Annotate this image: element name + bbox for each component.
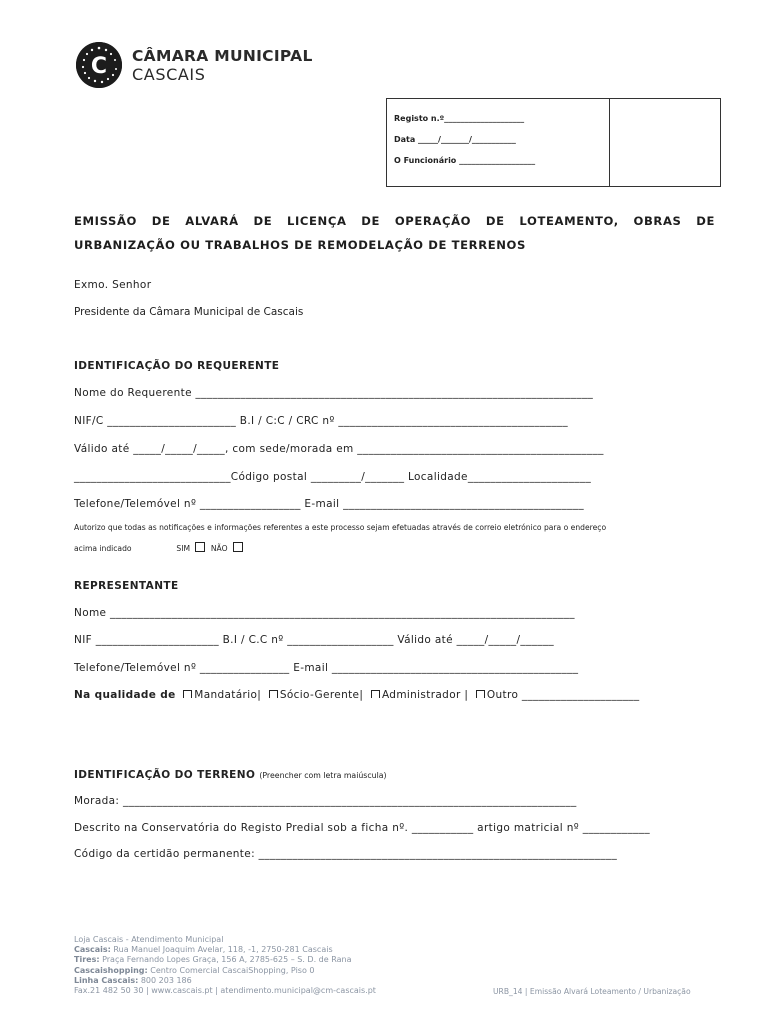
nao-checkbox[interactable]	[233, 542, 243, 552]
requerente-heading: IDENTIFICAÇÃO DO REQUERENTE	[74, 360, 280, 372]
outro-field[interactable]: Outro _____________________	[486, 689, 640, 701]
footer-line-shopping: Cascaishopping: Centro Comercial CascaiShopping, Piso 0	[74, 965, 315, 975]
mandatario-label: Mandatário|	[194, 689, 262, 701]
socio-gerente-label: Sócio-Gerente|	[279, 689, 364, 701]
autorizo-continuation	[74, 542, 246, 553]
footer-line-tires: Tires: Praça Fernando Lopes Graça, 156 A, 2785-625 – S. D. de Rana	[74, 955, 352, 965]
representante-heading: REPRESENTANTE	[74, 580, 179, 592]
footer-address	[74, 935, 376, 996]
administrador-checkbox[interactable]	[371, 690, 380, 698]
requerente-valido-field[interactable]: Válido até _____/_____/_____, com sede/morada em ____________________________________________	[74, 443, 604, 455]
footer-line-cascais: Cascais: Rua Manuel Joaquim Avelar, 118, -1, 2750-281 Cascais	[74, 945, 333, 955]
registo-field[interactable]: Registo n.º____________________	[394, 114, 525, 123]
footer-line-loja: Loja Cascais - Atendimento Municipal	[74, 935, 224, 944]
salutation-line-1: Exmo. Senhor	[74, 279, 152, 291]
terreno-heading: IDENTIFICAÇÃO DO TERRENO	[74, 769, 256, 781]
outro-checkbox[interactable]	[476, 690, 485, 698]
qualidade-label: Na qualidade de	[74, 689, 176, 701]
footer-line-linha: Linha Cascais: 800 203 186	[74, 975, 192, 985]
mandatario-checkbox[interactable]	[183, 690, 192, 698]
requerente-codigo-postal-field[interactable]: ____________________________Código postal _________/_______ Localidade______________________	[74, 471, 592, 483]
funcionario-field[interactable]: O Funcionário ___________________	[394, 156, 536, 165]
footer-line-contact[interactable]: Fax.21 482 50 30 | www.cascais.pt | atendimento.municipal@cm-cascais.pt	[74, 986, 376, 996]
logo-title: CÂMARA MUNICIPAL	[132, 47, 313, 65]
cascais-logo-icon	[76, 42, 122, 88]
nao-label: NÃO	[210, 544, 228, 553]
representante-nome-field[interactable]: Nome ___________________________________________________________________________________	[74, 607, 575, 619]
terreno-heading-row	[74, 769, 387, 781]
terreno-heading-note: (Preencher com letra maiúscula)	[259, 771, 387, 780]
registration-box-divider	[609, 99, 610, 186]
autorizo-text: Autorizo que todas as notificações e informações referentes a este processo sejam efetuadas através de correio eletrónico para o endereço	[74, 523, 607, 532]
registration-box	[386, 98, 721, 187]
representante-telefone-field[interactable]: Telefone/Telemóvel nº ________________ E-mail ____________________________________________	[74, 662, 579, 674]
logo-letter: C	[90, 54, 108, 79]
autorizo-text-2: acima indicado	[74, 544, 132, 553]
salutation-line-2: Presidente da Câmara Municipal de Cascais	[74, 306, 304, 318]
terreno-morada-field[interactable]: Morada: _________________________________________________________________________________	[74, 795, 577, 807]
cascais-logo	[76, 42, 336, 94]
administrador-label: Administrador |	[381, 689, 469, 701]
requerente-nome-field[interactable]: Nome do Requerente _______________________________________________________________________	[74, 387, 594, 399]
representante-nif-field[interactable]: NIF ______________________ B.I / C.C nº ___________________ Válido até _____/_____/______	[74, 634, 555, 646]
requerente-nif-field[interactable]: NIF/C _______________________ B.I / C:C / CRC nº _________________________________________	[74, 415, 569, 427]
sim-checkbox[interactable]	[195, 542, 205, 552]
document-title: EMISSÃO DE ALVARÁ DE LICENÇA DE OPERAÇÃO DE LOTEAMENTO, OBRAS DE URBANIZAÇÃO OU TRABALHOS DE REMODELAÇÃO DE TERRENOS	[74, 214, 715, 252]
terreno-certidao-field[interactable]: Código da certidão permanente: ________________________________________________________________	[74, 848, 618, 860]
data-field[interactable]: Data _____/_______/___________	[394, 135, 516, 144]
logo-subtitle: CASCAIS	[132, 65, 206, 84]
sim-label: SIM	[176, 544, 191, 553]
qualidade-row	[74, 689, 640, 701]
footer-document-ref: URB_14 | Emissão Alvará Loteamento / Urbanização	[493, 987, 691, 996]
requerente-telefone-field[interactable]: Telefone/Telemóvel nº __________________ E-mail ___________________________________________	[74, 498, 584, 510]
socio-gerente-checkbox[interactable]	[269, 690, 278, 698]
terreno-descrito-field[interactable]: Descrito na Conservatória do Registo Predial sob a ficha nº. ___________ artigo matricial nº ____________	[74, 822, 650, 834]
